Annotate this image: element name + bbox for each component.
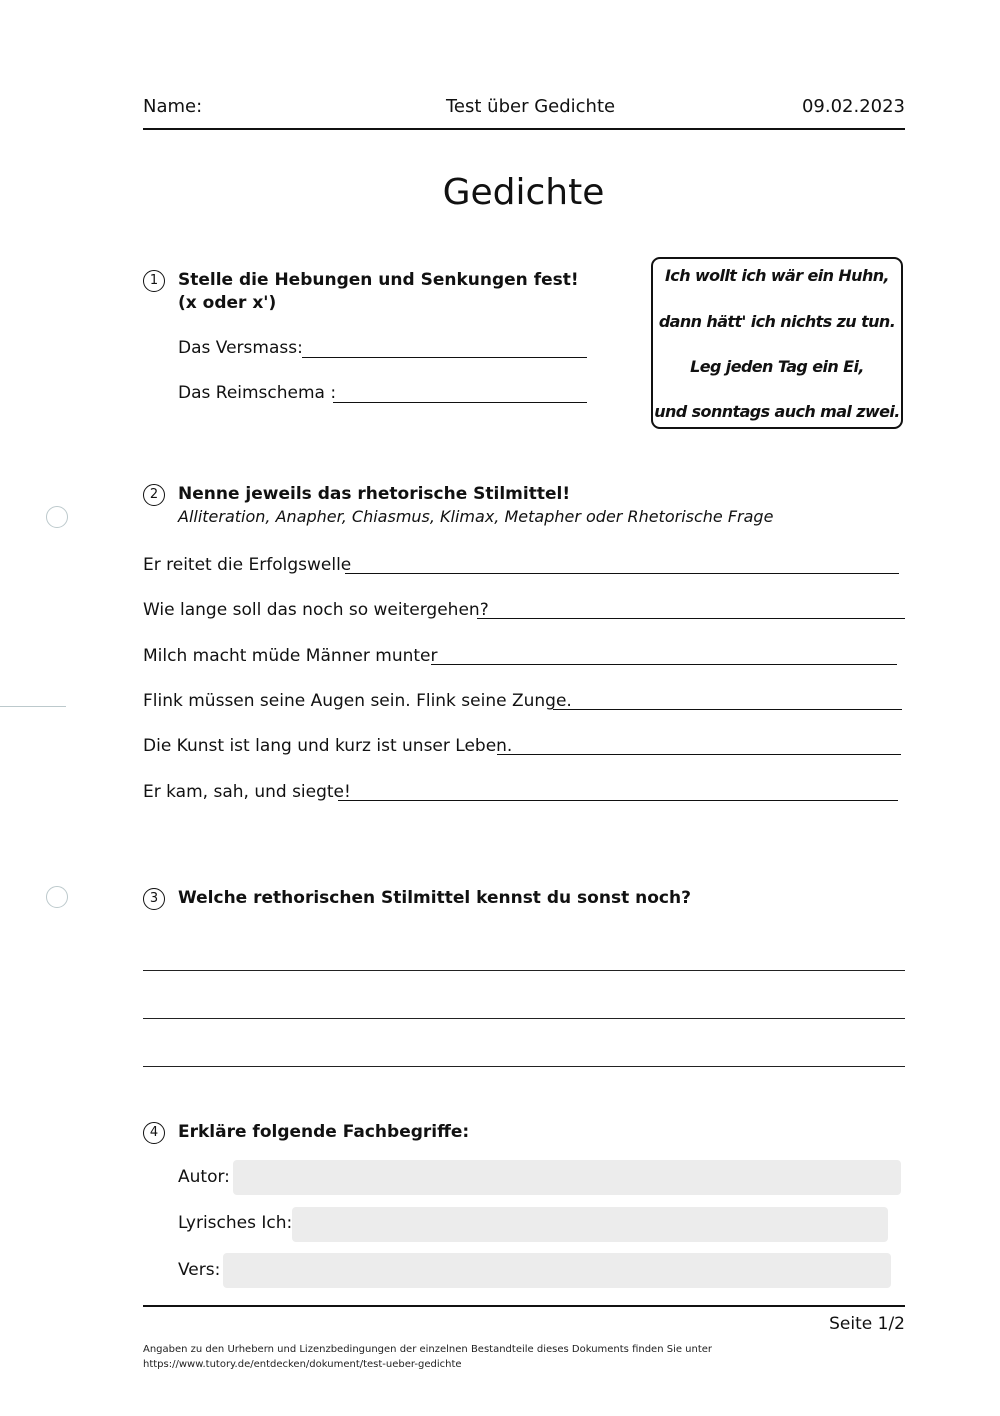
footer-divider bbox=[143, 1305, 905, 1307]
stilmittel-answer-line[interactable] bbox=[553, 709, 902, 710]
reimschema-label: Das Reimschema : bbox=[178, 383, 337, 403]
autor-answer-field[interactable] bbox=[233, 1160, 901, 1195]
stilmittel-sentence: Flink müssen seine Augen sein. Flink seine Zunge. bbox=[143, 691, 572, 711]
poem-box bbox=[651, 257, 903, 429]
versmass-answer-line[interactable] bbox=[302, 357, 587, 358]
task-number-badge: 1 bbox=[143, 270, 165, 292]
task-number-badge: 3 bbox=[143, 888, 165, 910]
punch-hole-mark bbox=[46, 506, 68, 528]
punch-hole-mark bbox=[46, 886, 68, 908]
stilmittel-answer-line[interactable] bbox=[338, 800, 898, 801]
fold-mark bbox=[0, 706, 66, 707]
stilmittel-answer-line[interactable] bbox=[497, 754, 901, 755]
poem-line: Leg jeden Tag ein Ei, bbox=[690, 357, 864, 376]
license-text: Angaben zu den Urhebern und Lizenzbedingungen der einzelnen Bestandteile dieses Dokuments finden Sie unter bbox=[143, 1344, 713, 1355]
term-label-lyrisches-ich: Lyrisches Ich: bbox=[178, 1213, 293, 1233]
stilmittel-sentence: Die Kunst ist lang und kurz ist unser Leben. bbox=[143, 736, 513, 756]
writing-line[interactable] bbox=[143, 970, 905, 971]
poem-line: und sonntags auch mal zwei. bbox=[654, 402, 900, 421]
task3-question: Welche rethorischen Stilmittel kennst du sonst noch? bbox=[178, 888, 691, 908]
reimschema-answer-line[interactable] bbox=[333, 402, 587, 403]
writing-line[interactable] bbox=[143, 1018, 905, 1019]
license-url[interactable]: https://www.tutory.de/entdecken/dokument/test-ueber-gedichte bbox=[143, 1359, 462, 1370]
stilmittel-answer-line[interactable] bbox=[345, 573, 899, 574]
stilmittel-sentence: Er kam, sah, und siegte! bbox=[143, 782, 351, 802]
stilmittel-sentence: Er reitet die Erfolgswelle bbox=[143, 555, 352, 575]
term-label-autor: Autor: bbox=[178, 1167, 230, 1187]
stilmittel-answer-line[interactable] bbox=[477, 618, 905, 619]
task4-instruction: Erkläre folgende Fachbegriffe: bbox=[178, 1122, 470, 1142]
task1-instruction-hint: (x oder x') bbox=[178, 293, 277, 313]
task-number-badge: 2 bbox=[143, 484, 165, 506]
task2-instruction: Nenne jeweils das rhetorische Stilmittel! bbox=[178, 484, 571, 504]
term-label-vers: Vers: bbox=[178, 1260, 221, 1280]
stilmittel-answer-line[interactable] bbox=[431, 664, 897, 665]
test-title: Test über Gedichte bbox=[446, 96, 616, 117]
versmass-label: Das Versmass: bbox=[178, 338, 303, 358]
poem-line: dann hätt' ich nichts zu tun. bbox=[658, 312, 896, 331]
vers-answer-field[interactable] bbox=[223, 1253, 891, 1288]
page-number: Seite 1/2 bbox=[829, 1314, 905, 1334]
stilmittel-sentence: Milch macht müde Männer munter bbox=[143, 646, 438, 666]
name-label: Name: bbox=[143, 96, 203, 117]
writing-line[interactable] bbox=[143, 1066, 905, 1067]
task2-options: Alliteration, Anapher, Chiasmus, Klimax, Metapher oder Rhetorische Frage bbox=[178, 507, 774, 526]
task-number-badge: 4 bbox=[143, 1122, 165, 1144]
lyrisches-ich-answer-field[interactable] bbox=[292, 1207, 888, 1242]
task1-instruction: Stelle die Hebungen und Senkungen fest! bbox=[178, 270, 579, 290]
test-date: 09.02.2023 bbox=[801, 96, 905, 117]
page-title: Gedichte bbox=[442, 172, 605, 213]
header-divider bbox=[143, 128, 905, 130]
poem-line: Ich wollt ich wär ein Huhn, bbox=[664, 266, 890, 285]
stilmittel-sentence: Wie lange soll das noch so weitergehen? bbox=[143, 600, 489, 620]
